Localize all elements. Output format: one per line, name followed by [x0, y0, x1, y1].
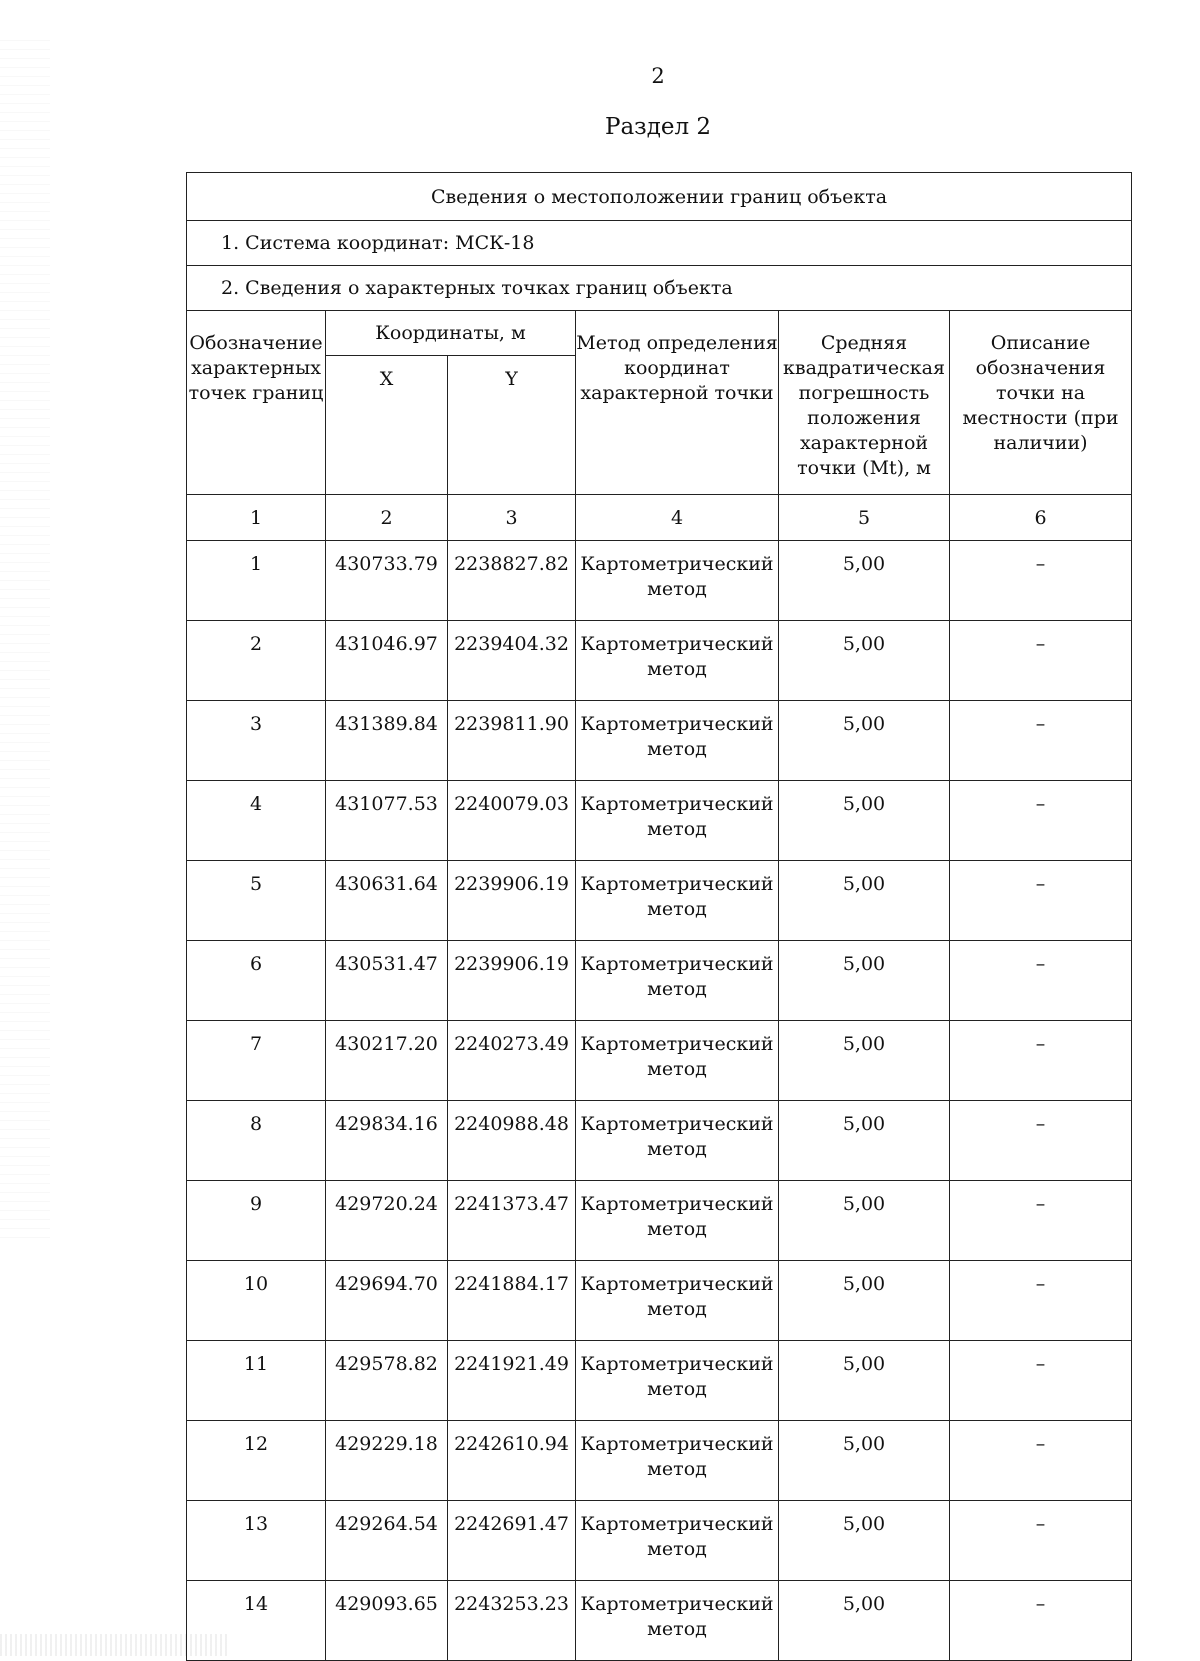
cell-point: 9 — [187, 1181, 326, 1261]
column-number: 1 — [187, 495, 326, 541]
cell-method: Картометрический метод — [576, 861, 779, 941]
cell-y: 2240988.48 — [448, 1101, 576, 1181]
header-error: Средняя квадратическая погрешность положения характерной точки (Mt), м — [779, 311, 950, 495]
cell-error: 5,00 — [779, 621, 950, 701]
table-row — [187, 941, 1132, 1021]
table-row — [187, 541, 1132, 621]
column-number: 6 — [950, 495, 1132, 541]
cell-method: Картометрический метод — [576, 781, 779, 861]
cell-point: 1 — [187, 541, 326, 621]
table-row — [187, 1261, 1132, 1341]
cell-error: 5,00 — [779, 1181, 950, 1261]
cell-description: – — [950, 1181, 1132, 1261]
cell-y: 2238827.82 — [448, 541, 576, 621]
column-number: 2 — [326, 495, 448, 541]
header-x: X — [326, 356, 448, 495]
cell-point: 8 — [187, 1101, 326, 1181]
cell-description: – — [950, 1101, 1132, 1181]
cell-error: 5,00 — [779, 1101, 950, 1181]
cell-error: 5,00 — [779, 1261, 950, 1341]
table-row — [187, 1341, 1132, 1421]
page-number: 2 — [651, 64, 665, 88]
cell-method: Картометрический метод — [576, 541, 779, 621]
cell-description: – — [950, 1341, 1132, 1421]
cell-y: 2241884.17 — [448, 1261, 576, 1341]
cell-point: 13 — [187, 1501, 326, 1581]
cell-error: 5,00 — [779, 701, 950, 781]
cell-description: – — [950, 621, 1132, 701]
cell-error: 5,00 — [779, 1581, 950, 1661]
cell-y: 2243253.23 — [448, 1581, 576, 1661]
table-row — [187, 781, 1132, 861]
cell-y: 2239906.19 — [448, 941, 576, 1021]
cell-x: 431389.84 — [326, 701, 448, 781]
header-coordinates: Координаты, м — [326, 311, 576, 356]
points-caption: 2. Сведения о характерных точках границ объекта — [187, 266, 1132, 311]
coordinate-system: 1. Система координат: МСК-18 — [187, 221, 1132, 266]
header-y: Y — [448, 356, 576, 495]
cell-point: 12 — [187, 1421, 326, 1501]
cell-y: 2239811.90 — [448, 701, 576, 781]
cell-error: 5,00 — [779, 941, 950, 1021]
table-row — [187, 1181, 1132, 1261]
boundary-points-table — [186, 172, 1132, 1661]
cell-description: – — [950, 1501, 1132, 1581]
cell-x: 429264.54 — [326, 1501, 448, 1581]
cell-error: 5,00 — [779, 1341, 950, 1421]
cell-description: – — [950, 941, 1132, 1021]
table-row — [187, 1581, 1132, 1661]
cell-method: Картометрический метод — [576, 1341, 779, 1421]
cell-y: 2239906.19 — [448, 861, 576, 941]
cell-x: 429093.65 — [326, 1581, 448, 1661]
cell-description: – — [950, 861, 1132, 941]
column-number: 4 — [576, 495, 779, 541]
cell-point: 10 — [187, 1261, 326, 1341]
column-number: 5 — [779, 495, 950, 541]
header-point-designation: Обозначение характерных точек границ — [187, 311, 326, 495]
cell-point: 14 — [187, 1581, 326, 1661]
table-banner: Сведения о местоположении границ объекта — [187, 173, 1132, 221]
table-row — [187, 1021, 1132, 1101]
cell-y: 2241373.47 — [448, 1181, 576, 1261]
cell-method: Картометрический метод — [576, 1261, 779, 1341]
cell-point: 5 — [187, 861, 326, 941]
header-description: Описание обозначения точки на местности (при наличии) — [950, 311, 1132, 495]
cell-point: 2 — [187, 621, 326, 701]
cell-error: 5,00 — [779, 1501, 950, 1581]
cell-method: Картометрический метод — [576, 1421, 779, 1501]
cell-description: – — [950, 1261, 1132, 1341]
cell-method: Картометрический метод — [576, 621, 779, 701]
cell-error: 5,00 — [779, 1021, 950, 1101]
cell-point: 4 — [187, 781, 326, 861]
table-row — [187, 1421, 1132, 1501]
cell-method: Картометрический метод — [576, 1101, 779, 1181]
table-row — [187, 621, 1132, 701]
section-title: Раздел 2 — [604, 114, 712, 140]
cell-method: Картометрический метод — [576, 701, 779, 781]
cell-x: 430531.47 — [326, 941, 448, 1021]
cell-y: 2242691.47 — [448, 1501, 576, 1581]
cell-method: Картометрический метод — [576, 1021, 779, 1101]
cell-x: 429720.24 — [326, 1181, 448, 1261]
cell-x: 430217.20 — [326, 1021, 448, 1101]
cell-y: 2241921.49 — [448, 1341, 576, 1421]
cell-y: 2242610.94 — [448, 1421, 576, 1501]
table-row — [187, 861, 1132, 941]
cell-error: 5,00 — [779, 861, 950, 941]
cell-y: 2240079.03 — [448, 781, 576, 861]
cell-point: 7 — [187, 1021, 326, 1101]
cell-x: 431077.53 — [326, 781, 448, 861]
cell-description: – — [950, 1021, 1132, 1101]
cell-x: 430631.64 — [326, 861, 448, 941]
cell-description: – — [950, 781, 1132, 861]
scan-noise-left — [0, 40, 50, 1240]
cell-x: 430733.79 — [326, 541, 448, 621]
cell-point: 6 — [187, 941, 326, 1021]
cell-method: Картометрический метод — [576, 1501, 779, 1581]
cell-description: – — [950, 541, 1132, 621]
cell-x: 429578.82 — [326, 1341, 448, 1421]
cell-method: Картометрический метод — [576, 1581, 779, 1661]
cell-error: 5,00 — [779, 541, 950, 621]
cell-method: Картометрический метод — [576, 1181, 779, 1261]
cell-description: – — [950, 701, 1132, 781]
cell-description: – — [950, 1421, 1132, 1501]
cell-point: 11 — [187, 1341, 326, 1421]
table-row — [187, 1501, 1132, 1581]
cell-method: Картометрический метод — [576, 941, 779, 1021]
cell-error: 5,00 — [779, 781, 950, 861]
header-method: Метод определения координат характерной точки — [576, 311, 779, 495]
cell-point: 3 — [187, 701, 326, 781]
cell-y: 2240273.49 — [448, 1021, 576, 1101]
table-row — [187, 701, 1132, 781]
column-numbers-row — [187, 495, 1132, 541]
cell-y: 2239404.32 — [448, 621, 576, 701]
table-row — [187, 1101, 1132, 1181]
cell-x: 429834.16 — [326, 1101, 448, 1181]
cell-x: 429694.70 — [326, 1261, 448, 1341]
cell-x: 429229.18 — [326, 1421, 448, 1501]
column-number: 3 — [448, 495, 576, 541]
cell-description: – — [950, 1581, 1132, 1661]
cell-x: 431046.97 — [326, 621, 448, 701]
cell-error: 5,00 — [779, 1421, 950, 1501]
